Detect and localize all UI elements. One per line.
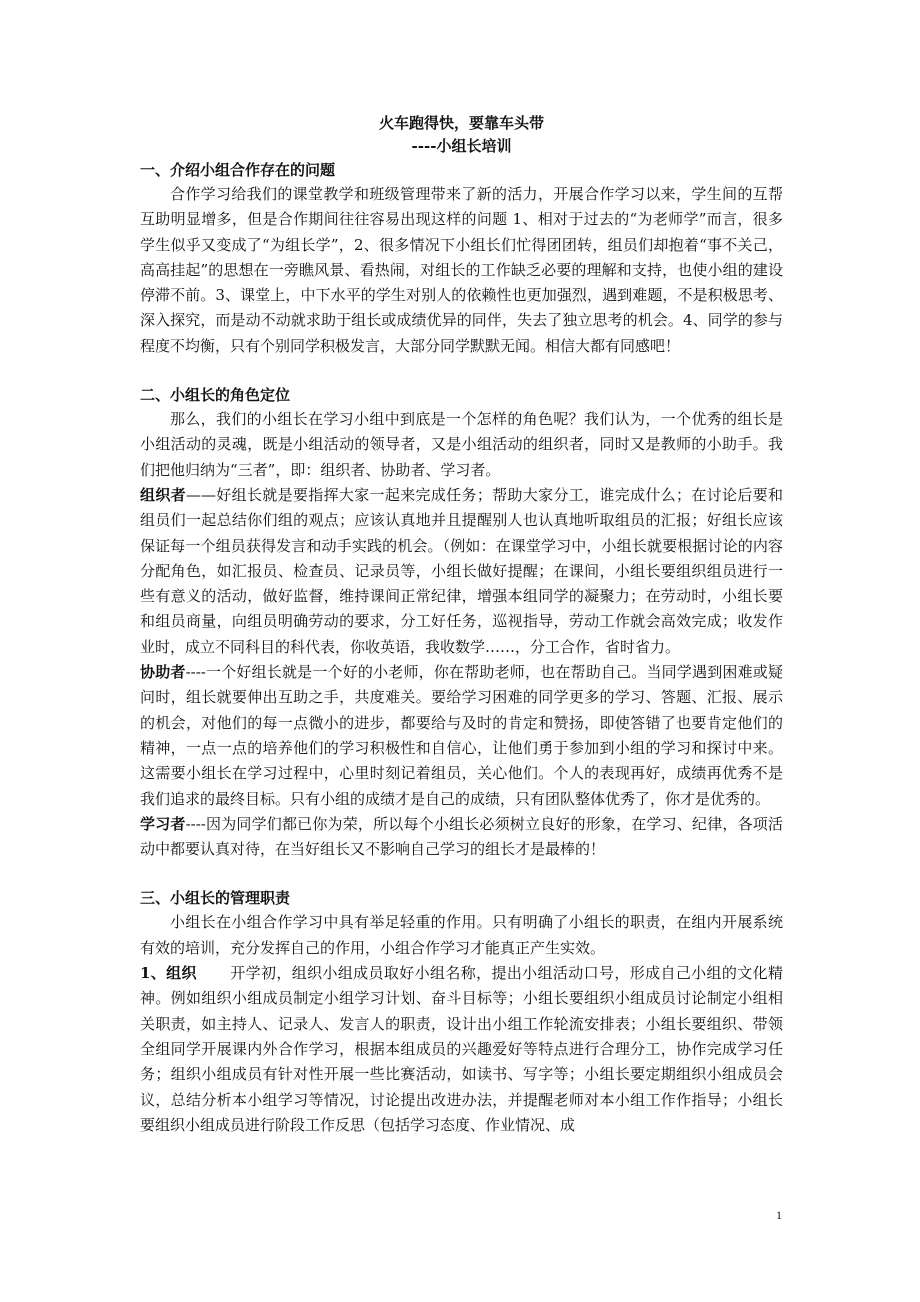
blank-line (140, 862, 783, 887)
section-heading-1: 一、介绍小组合作存在的问题 (140, 161, 336, 179)
section-heading-3: 三、小组长的管理职责 (140, 889, 291, 908)
blank-line (140, 359, 783, 384)
organize-item-term: 1、组织 (140, 964, 197, 983)
organizer-paragraph (140, 483, 783, 660)
helper-term: 协助者 (140, 663, 186, 682)
learner-text: ----因为同学们都已你为荣，所以每个小组长必须树立良好的形象，在学习、纪律，各项活动中都要认真对待，在当好组长又不影响自己学习的组长才是最棒的！ (140, 814, 783, 859)
document-title: 火车跑得快，要靠车头带 (378, 114, 544, 132)
section3-paragraph: 小组长在小组合作学习中具有举足轻重的作用。只有明确了小组长的职责，在组内开展系统有效的培训，充分发挥自己的作用，小组合作学习才能真正产生实效。 (140, 913, 783, 957)
organize-item-paragraph (140, 961, 783, 1138)
organizer-text: ——好组长就是要指挥大家一起来完成任务；帮助大家分工，谁完成什么；在讨论后要和组员们一起总结你们组的观点；应该认真地并且提醒别人也认真地听取组员的汇报；好组长应该保证每一个组员获得发言和动手实践的机会。（例如：在课堂学习中，小组长就要根据讨论的内容分配角色，如汇报员、检查员、记录员等，小组长做好提醒；在课间，小组长要组织组员进行一些有意义的活动，做好监督，维持课间正常纪律，增强本组同学的凝聚力；在劳动时，小组长要和组员商量，向组员明确劳动的要求，分工好任务，巡视指导，劳动工作就会高效完成；收发作业时，成立不同科目的科代表，你收英语，我收数学……，分工合作，省时省力。 (140, 485, 783, 656)
document-page (140, 112, 783, 1138)
learner-term: 学习者 (140, 814, 186, 833)
section2-paragraph: 那么，我们的小组长在学习小组中到底是一个怎样的角色呢？我们认为，一个优秀的组长是小组活动的灵魂，既是小组活动的领导者，又是小组活动的组织者，同时又是教师的小助手。我们把他归纳为“三者”，即：组织者、协助者、学习者。 (140, 410, 783, 479)
organize-item-text: 开学初，组织小组成员取好小组名称，提出小组活动口号，形成自己小组的文化精神。例如组织小组成员制定小组学习计划、奋斗目标等；小组长要组织小组成员讨论制定小组相关职责，如主持人、记录人、发言人的职责，设计出小组工作轮流安排表；小组长要组织、带领全组同学开展课内外合作学习，根据本组成员的兴趣爱好等特点进行合理分工，协作完成学习任务；组织小组成员有针对性开展一些比赛活动，如读书、写字等；小组长要定期组织小组成员会议，总结分析本小组学习等情况，讨论提出改进办法，并提醒老师对本小组工作作指导；小组长要组织小组成员进行阶段工作反思（包括学习态度、作业情况、成 (140, 964, 784, 1134)
document-subtitle: ----小组长培训 (411, 137, 512, 155)
organizer-term: 组织者 (140, 485, 186, 504)
helper-paragraph (140, 660, 783, 812)
page-number: 1 (776, 1208, 782, 1222)
helper-text: ----一个好组长就是一个好的小老师，你在帮助老师，也在帮助自己。当同学遇到困难或疑问时，组长就要伸出互助之手，共度难关。要给学习困难的同学更多的学习、答题、汇报、展示的机会，对他们的每一点微小的进步，都要给与及时的肯定和赞扬，即使答错了也要肯定他们的精神，一点一点的培养他们的学习积极性和自信心，让他们勇于参加到小组的学习和探讨中来。这需要小组长在学习过程中，心里时刻记着组员，关心他们。个人的表现再好，成绩再优秀不是我们追求的最终目标。只有小组的成绩才是自己的成绩，只有团队整体优秀了，你才是优秀的。 (140, 663, 783, 808)
section-heading-2: 二、小组长的角色定位 (140, 386, 291, 405)
section1-paragraph: 合作学习给我们的课堂教学和班级管理带来了新的活力，开展合作学习以来，学生间的互帮互助明显增多，但是合作期间往往容易出现这样的问题 1、相对于过去的“为老师学”而言，很多学生似乎又变成了“为组长学”，2、很多情况下小组长们忙得团团转，组员们却抱着“事不关己，高高挂起”的思想在一旁瞧风景、看热闹，对组长的工作缺乏必要的理解和支持，也使小组的建设停滞不前。3、课堂上，中下水平的学生对别人的依赖性也更加强烈，遇到难题，不是积极思考、深入探究，而是动不动就求助于组长或成绩优异的同伴，失去了独立思考的机会。4、同学的参与程度不均衡，只有个别同学积极发言，大部分同学默默无闻。相信大都有同感吧！ (140, 185, 783, 355)
learner-paragraph (140, 812, 783, 863)
